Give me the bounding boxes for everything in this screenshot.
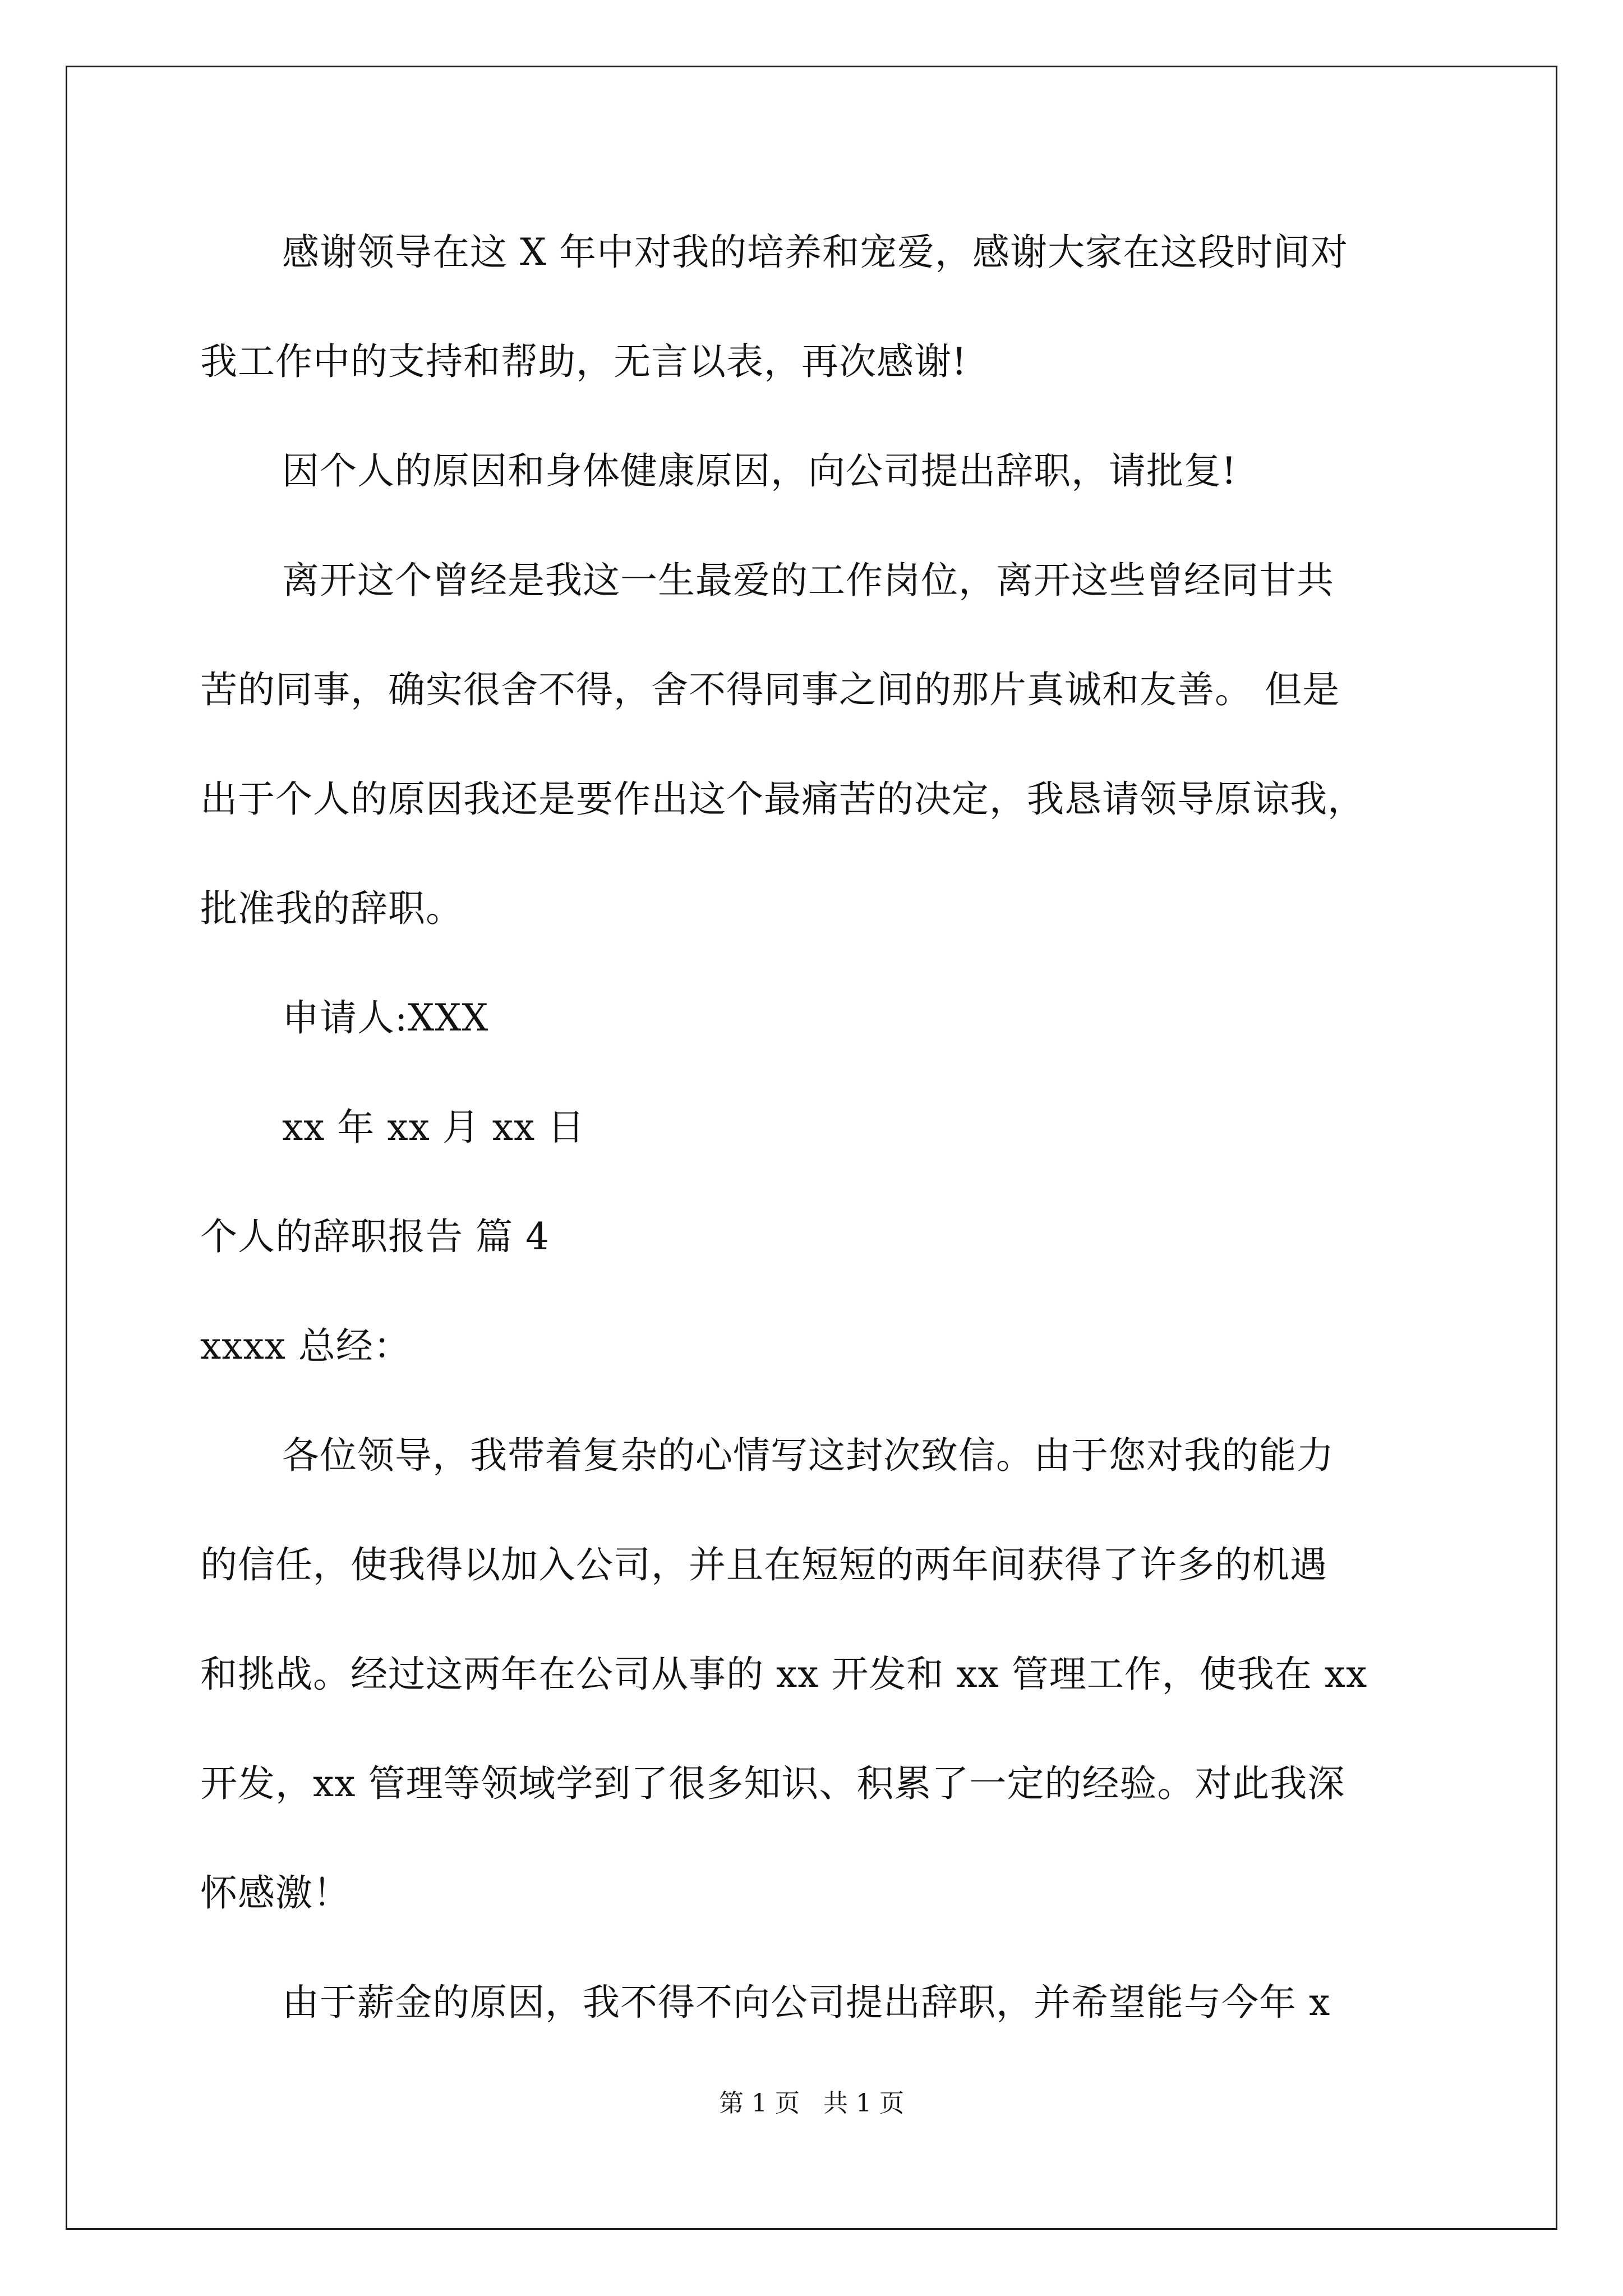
section-heading: 个人的辞职报告 篇 4 <box>200 1215 550 1258</box>
date-line: xx 年 xx 月 xx 日 <box>282 1106 585 1149</box>
paragraph-line: 苦的同事，确实很舍不得，舍不得同事之间的那片真诚和友善。 但是 <box>200 668 1340 711</box>
page-number-footer: 第 1 页 共 1 页 <box>719 2089 904 2118</box>
paragraph-line: 因个人的原因和身体健康原因，向公司提出辞职，请批复! <box>282 449 1237 493</box>
paragraph-line: 怀感激！ <box>200 1871 351 1915</box>
paragraph-line: 和挑战。经过这两年在公司从事的 xx 开发和 xx 管理工作，使我在 xx <box>200 1653 1368 1696</box>
paragraph-line: 各位领导，我带着复杂的心情写这封次致信。由于您对我的能力 <box>282 1434 1334 1477</box>
salutation: xxxx 总经： <box>200 1324 411 1368</box>
paragraph-line: 出于个人的原因我还是要作出这个最痛苦的决定，我恳请领导原谅我， <box>200 777 1365 821</box>
paragraph-line: 感谢领导在这 X 年中对我的培养和宠爱，感谢大家在这段时间对 <box>282 231 1348 274</box>
paragraph-line: 由于薪金的原因，我不得不向公司提出辞职，并希望能与今年 x <box>282 1981 1331 2024</box>
paragraph-line: 我工作中的支持和帮助，无言以表，再次感谢! <box>200 340 967 383</box>
paragraph-line: 批准我的辞职。 <box>200 887 463 930</box>
paragraph-line: 的信任，使我得以加入公司，并且在短短的两年间获得了许多的机遇 <box>200 1543 1327 1586</box>
applicant-line: 申请人:XXX <box>282 996 489 1039</box>
paragraph-line: 开发，xx 管理等领域学到了很多知识、积累了一定的经验。对此我深 <box>200 1762 1345 1805</box>
paragraph-line: 离开这个曾经是我这一生最爱的工作岗位，离开这些曾经同甘共 <box>282 559 1334 602</box>
